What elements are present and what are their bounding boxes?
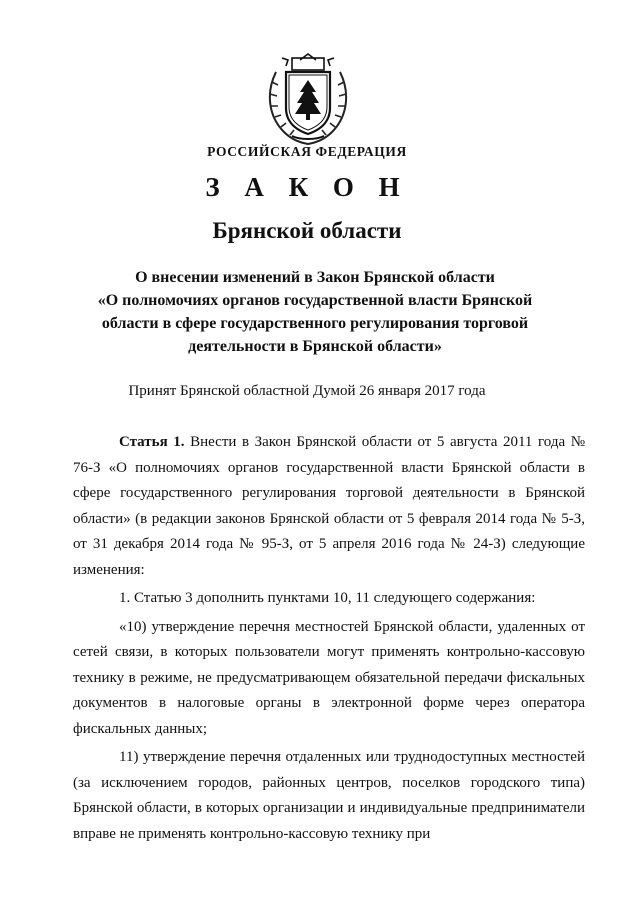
document-type-heading: З А К О Н [205, 172, 409, 202]
article-1-paragraph [73, 430, 585, 583]
law-title-line: «О полномочиях органов государственной власти Брянской [97, 292, 533, 309]
law-title-line: области в сфере государственного регулирования торговой [101, 315, 529, 332]
law-title-line: деятельности в Брянской области» [188, 338, 442, 355]
article-label: Статья 1. [119, 434, 185, 450]
law-title-line: О внесении изменений в Закон Брянской области [135, 269, 495, 286]
body-paragraph: 11) утверждение перечня отдаленных или труднодоступных местностей (за исключением городов, районных центров, поселков городского типа) Брянской области, в которых организации и индивидуальные предприниматели вправе не применять контрольно-кассовую технику при [73, 749, 585, 842]
adoption-date-line: Принят Брянской областной Думой 26 января 2017 года [128, 383, 486, 399]
document-body [73, 430, 585, 847]
coat-of-arms-icon [262, 50, 354, 146]
law-title [70, 266, 560, 358]
body-paragraph: 1. Статью 3 дополнить пунктами 10, 11 следующего содержания: [119, 590, 536, 606]
country-heading: РОССИЙСКАЯ ФЕДЕРАЦИЯ [207, 144, 407, 159]
region-heading: Брянской области [212, 218, 402, 243]
coat-of-arms-emblem [262, 50, 354, 146]
body-paragraph: «10) утверждение перечня местностей Брянской области, удаленных от сетей связи, в которых пользователи могут применять контрольно-кассовую технику в режиме, не предусматривающем обязательной передачи фискальных документов в налоговые органы в электронной форме через оператора фискальных данных; [73, 618, 585, 737]
article-text: Внести в Закон Брянской области от 5 августа 2011 года № 76-З «О полномочиях органов государственной власти Брянской области в сфере государственного регулирования торговой деятельности в Брянской области» (в редакции законов Брянской области от 5 февраля 2014 года № 5-З, от 31 декабря 2014 года № 95-З, от 5 апреля 2016 года № 24-З) следующие изменения: [73, 434, 586, 578]
